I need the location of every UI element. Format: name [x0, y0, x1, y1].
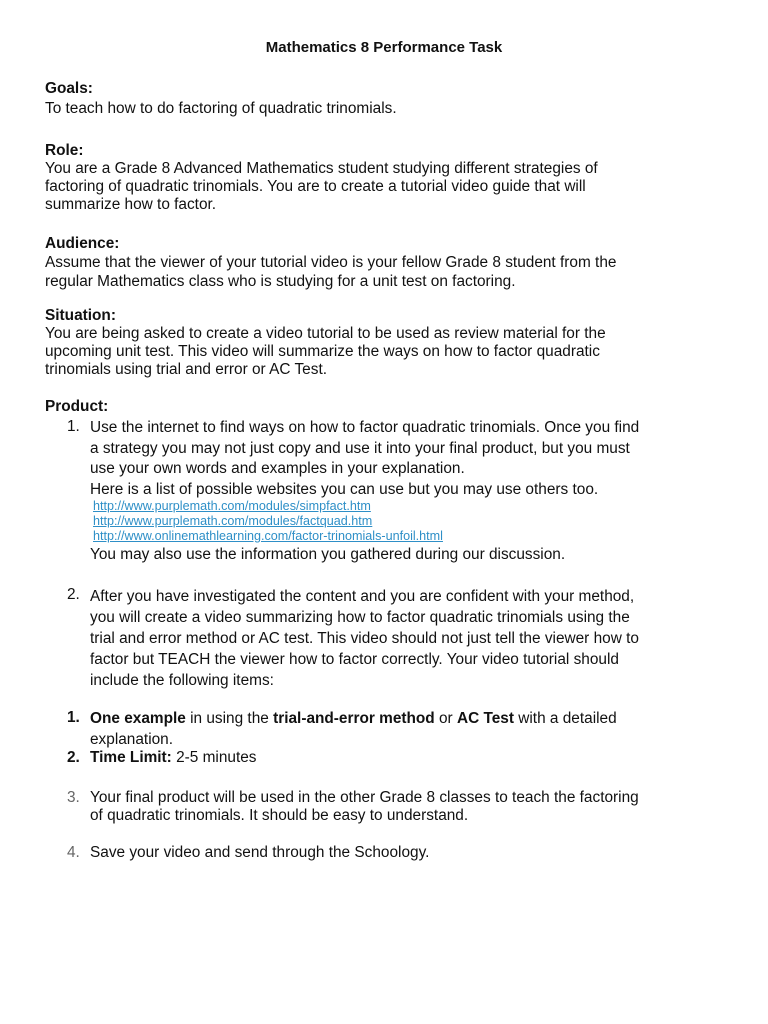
bold-text: Time Limit: [90, 749, 172, 766]
text: or [434, 710, 457, 727]
goals-section [45, 80, 725, 118]
list-item-text [90, 789, 730, 825]
item-line: you will create a video summarizing how to factor quadratic trinomials using the [90, 609, 630, 626]
list-number: 2. [67, 749, 80, 766]
list-item-text [90, 586, 730, 691]
list-item-text [90, 709, 730, 750]
item-line [90, 709, 730, 730]
list-item-text [90, 418, 730, 500]
item-line: factor but TEACH the viewer how to factor correctly. Your video tutorial should [90, 651, 619, 668]
website-link-simpfact[interactable]: http://www.purplemath.com/modules/simpfact.htm [93, 499, 371, 513]
audience-section [45, 235, 725, 291]
text: 2-5 minutes [171, 749, 257, 766]
text: with a detailed [513, 710, 617, 727]
situation-heading: Situation: [45, 307, 116, 324]
role-line: You are a Grade 8 Advanced Mathematics student studying different strategies of [45, 160, 598, 177]
role-section [45, 142, 725, 214]
page-title: Mathematics 8 Performance Task [265, 39, 503, 56]
item-line: After you have investigated the content and you are confident with your method, [90, 588, 635, 605]
bold-text: AC Test [456, 710, 514, 727]
text: in using the [185, 710, 274, 727]
list-item-text [90, 844, 730, 862]
product-heading: Product: [45, 398, 109, 415]
situation-line: upcoming unit test. This video will summarize the ways on how to factor quadratic [45, 343, 600, 360]
item-line: explanation. [90, 730, 174, 748]
situation-section [45, 307, 725, 379]
list-item-text [90, 749, 730, 767]
list-number: 1. [67, 709, 80, 726]
bold-text: One example [90, 710, 186, 727]
item-line: Here is a list of possible websites you can use but you may use others too. [90, 480, 599, 498]
item-line: You may also use the information you gathered during our discussion. [90, 546, 566, 563]
role-line: summarize how to factor. [45, 196, 217, 213]
audience-heading: Audience: [45, 235, 120, 252]
item-line: include the following items: [90, 672, 274, 689]
item-line: Your final product will be used in the other Grade 8 classes to teach the factoring [90, 789, 639, 806]
item-line: Use the internet to find ways on how to factor quadratic trinomials. Once you find [90, 419, 640, 436]
list-number: 1. [67, 418, 80, 435]
website-link-factquad[interactable]: http://www.purplemath.com/modules/factquad.htm [93, 514, 373, 528]
item-line: use your own words and examples in your explanation. [90, 460, 465, 477]
list-number: 2. [67, 586, 80, 603]
situation-line: trinomials using trial and error or AC Test. [45, 361, 327, 378]
audience-line: Assume that the viewer of your tutorial video is your fellow Grade 8 student from the [45, 254, 617, 271]
item-line: Save your video and send through the Schoology. [90, 844, 430, 861]
website-link-onlinemathlearning[interactable]: http://www.onlinemathlearning.com/factor-trinomials-unfoil.html [93, 529, 443, 543]
bold-text: trial-and-error method [273, 710, 435, 727]
role-heading: Role: [45, 142, 84, 159]
item-line: of quadratic trinomials. It should be easy to understand. [90, 807, 469, 824]
audience-line: regular Mathematics class who is studying for a unit test on factoring. [45, 273, 516, 290]
item-line: trial and error method or AC test. This video should not just tell the viewer how to [90, 630, 639, 647]
goals-text: To teach how to do factoring of quadratic trinomials. [45, 100, 397, 117]
role-line: factoring of quadratic trinomials. You are to create a tutorial video guide that will [45, 178, 586, 195]
goals-heading: Goals: [45, 80, 93, 97]
list-number: 3. [67, 789, 80, 806]
item-line: a strategy you may not just copy and use it into your final product, but you must [90, 439, 630, 457]
list-number: 4. [67, 844, 80, 861]
situation-line: You are being asked to create a video tutorial to be used as review material for the [45, 325, 606, 342]
